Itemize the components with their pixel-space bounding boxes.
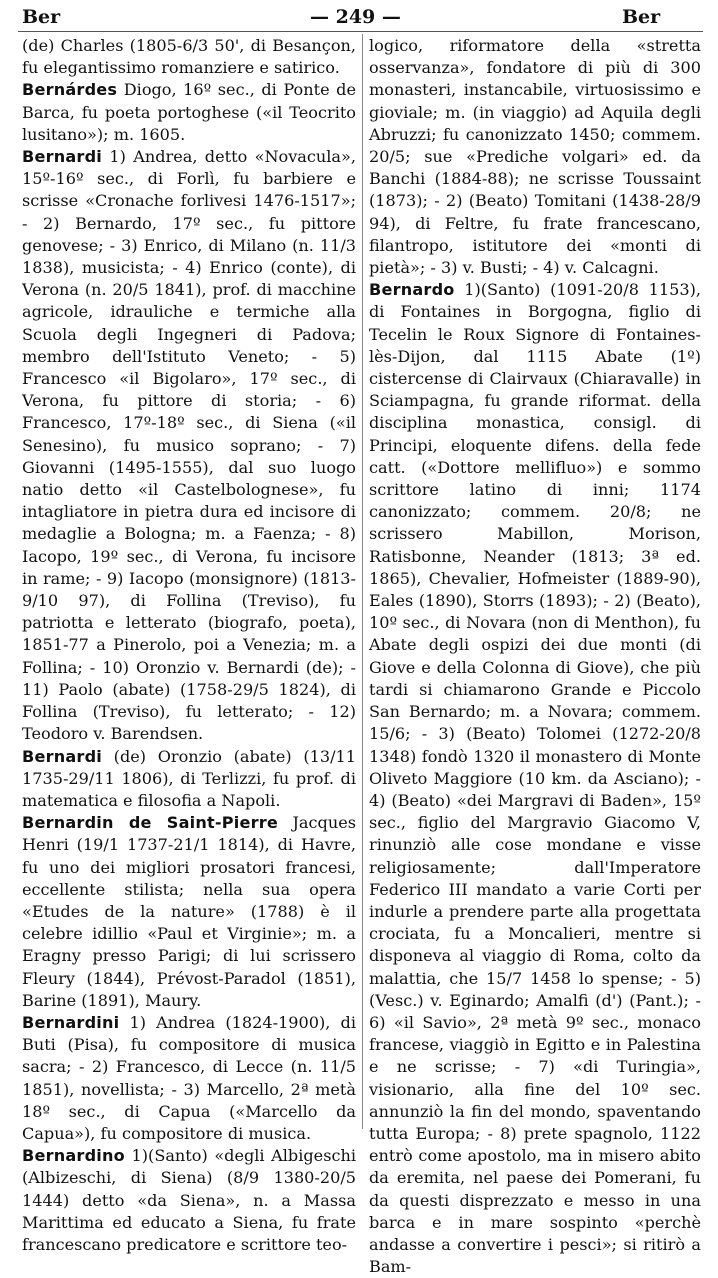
entry-text: 1)(Santo) (1091-20/8 1153), di Fontaines in Borgogna, figlio di Tecelin le Roux Signore di Fontaines-lès-Dijon, dal 1115 Abate (1º) cistercense di Clairvaux (Chiaravalle) in Sciampagna, fu grande riformat. della disciplina monastica, consigl. di Principi, eloquente difens. della fede catt. («Dottore mellifluo») e sommo scrittore latino di inni; 1174 canonizzato; commem. 20/8; ne scrissero Mabillon, Morison, Ratisbonne, Neander (1813; 3ª ed. 1865), Chevalier, Hofmeister (1889-90), Eales (1890), Storrs (1893); - 2) (Beato), 10º sec., di Novara (non di Menthon), fu Abate degli ospizi dei due monti (di Giove e della Colonna di Giove), che più tardi si chiamarono Grande e Piccolo San Bernardo; m. a Novara; commem. 15/6; - 3) (Beato) Tolomei (1272-20/8 1348) fondò 1320 il monastero di Monte Oliveto Maggiore (10 km. da Asciano); - 4) (Beato) «dei Margravi di Baden», 15º sec., figlio del Margravio Giacomo V, rinunziò alle cose mondane e visse religiosamente; dall'Imperatore Federico III mandato a varie Corti per indurle a prendere parte alla progettata crociata, fu a Moncalieri, mentre si disponeva al viaggio di Roma, colto da malattia, che 15/7 1458 lo spense; - 5) (Vesc.) v. Eginardo; Amalfi (d') (Pant.); - 6) «il Savio», 2ª metà 9º sec., monaco francese, viaggiò in Egitto e in Palestina e ne scrisse; - 7) «di Turingia», visionario, alla fine del 10º sec. annunziò la fin del mondo, spaventando tutta Europa; - 8) prete spagnolo, 1122 entrò come apostolo, ma in misero abito da eremita, nel paese dei Pomerani, fu da questi disprezzato e messo in una barca e in mare sospinto «perchè andasse a convertire i pesci»; si ritirò a Bam-	[369, 280, 701, 1277]
page-header	[0, 0, 718, 30]
entry-headword: Bernárdes	[22, 80, 118, 100]
entry-headword: Bernardino	[22, 1146, 125, 1166]
entry-headword: Bernardi	[22, 746, 103, 766]
entry	[22, 146, 356, 745]
entry	[22, 35, 356, 79]
entry	[22, 812, 356, 1012]
entry-headword: Bernardini	[22, 1012, 120, 1032]
entry	[22, 79, 356, 146]
entry-text: (de) Charles (1805-6/3 50', di Besançon, fu elegantissimo romanziere e satirico.	[22, 36, 356, 78]
entry-headword: Bernardo	[369, 280, 455, 300]
entry-headword: Bernardin de Saint-Pierre	[22, 813, 279, 833]
column-divider	[362, 34, 363, 1129]
header-left-guideword: Ber	[22, 6, 61, 28]
entry	[369, 35, 701, 279]
entry-text: 1) Andrea, detto «Novacula», 15º-16º sec., di Forlì, fu barbiere e scrisse «Cronache forlivesi 1476-1517»; - 2) Bernardo, 17º sec., fu pittore genovese; - 3) Enrico, di Milano (n. 11/3 1838), musicista; - 4) Enrico (conte), di Verona (n. 20/5 1841), prof. di macchine agricole, idrauliche e termiche alla Scuola degli Ingegneri di Padova; membro dell'Istituto Veneto; - 5) Francesco «il Bigolaro», 17º sec., di Verona, fu pittore di storia; - 6) Francesco, 17º-18º sec., di Siena («il Senesino), fu musico soprano; - 7) Giovanni (1495-1555), dal suo luogo natio detto «il Castelbolognese», fu intagliatore in pietra dura ed incisore di medaglie a Bologna; m. a Faenza; - 8) Iacopo, 19º sec., di Verona, fu incisore in rame; - 9) Iacopo (monsignore) (1813-9/10 97), di Follina (Treviso), fu patriotta e letterato (biografo, poeta), 1851-77 a Pinerolo, poi a Venezia; m. a Follina; - 10) Oronzio v. Bernardi (de); - 11) Paolo (abate) (1758-29/5 1824), di Follina (Treviso), fu letterato; - 12) Teodoro v. Barendsen.	[22, 147, 356, 744]
entry	[22, 1012, 356, 1145]
entry	[22, 746, 356, 813]
entry-text: Jacques Henri (19/1 1737-21/1 1814), di Havre, fu uno dei migliori prosatori francesi, eccellente stilista; nella sua opera «Etudes de la nature» (1788) è il celebre idillio «Paul et Virginie»; m. a Eragny presso Parigi; di lui scrissero Fleury (1844), Prévost-Paradol (1851), Barine (1891), Maury.	[22, 813, 356, 1010]
entry-text: 1)(Santo) «degli Albigeschi (Albizeschi, di Siena) (8/9 1380-20/5 1444) detto «da Siena», n. a Massa Marittima ed educato a Siena, fu frate francescano predicatore e scrittore teo-	[22, 1146, 356, 1254]
entry-headword: Bernardi	[22, 147, 103, 167]
entry-text: Diogo, 16º sec., di Ponte de Barca, fu poeta portoghese («il Teocrito lusitano»); m. 1605.	[22, 80, 356, 144]
header-rule	[18, 31, 703, 32]
header-right-guideword: Ber	[622, 6, 661, 28]
entry	[22, 1145, 356, 1256]
right-column	[369, 35, 701, 1278]
entry	[369, 279, 701, 1278]
entry-text: 1) Andrea (1824-1900), di Buti (Pisa), fu compositore di musica sacra; - 2) Francesco, di Lecce (n. 11/5 1851), novellista; - 3) Marcello, 2ª metà 18º sec., di Capua («Marcello da Capua»), fu compositore di musica.	[22, 1012, 356, 1143]
left-column	[22, 35, 356, 1256]
entry-text: logico, riformatore della «stretta osservanza», fondatore di più di 300 monasteri, instancabile, virtuosissimo e gioviale; m. (in viaggio) ad Aquila degli Abruzzi; fu canonizzato 1450; commem. 20/5; sue «Prediche volgari» ed. da Banchi (1884-88); ne scrisse Toussaint (1873); - 2) (Beato) Tomitani (1438-28/9 94), di Feltre, fu frate francescano, filantropo, istitutore dei «monti di pietà»; - 3) v. Busti; - 4) v. Calcagni.	[369, 36, 701, 278]
page-number: — 249 —	[310, 6, 401, 28]
entry-text: (de) Oronzio (abate) (13/11 1735-29/11 1806), di Terlizzi, fu prof. di matematica e filosofia a Napoli.	[22, 746, 356, 810]
